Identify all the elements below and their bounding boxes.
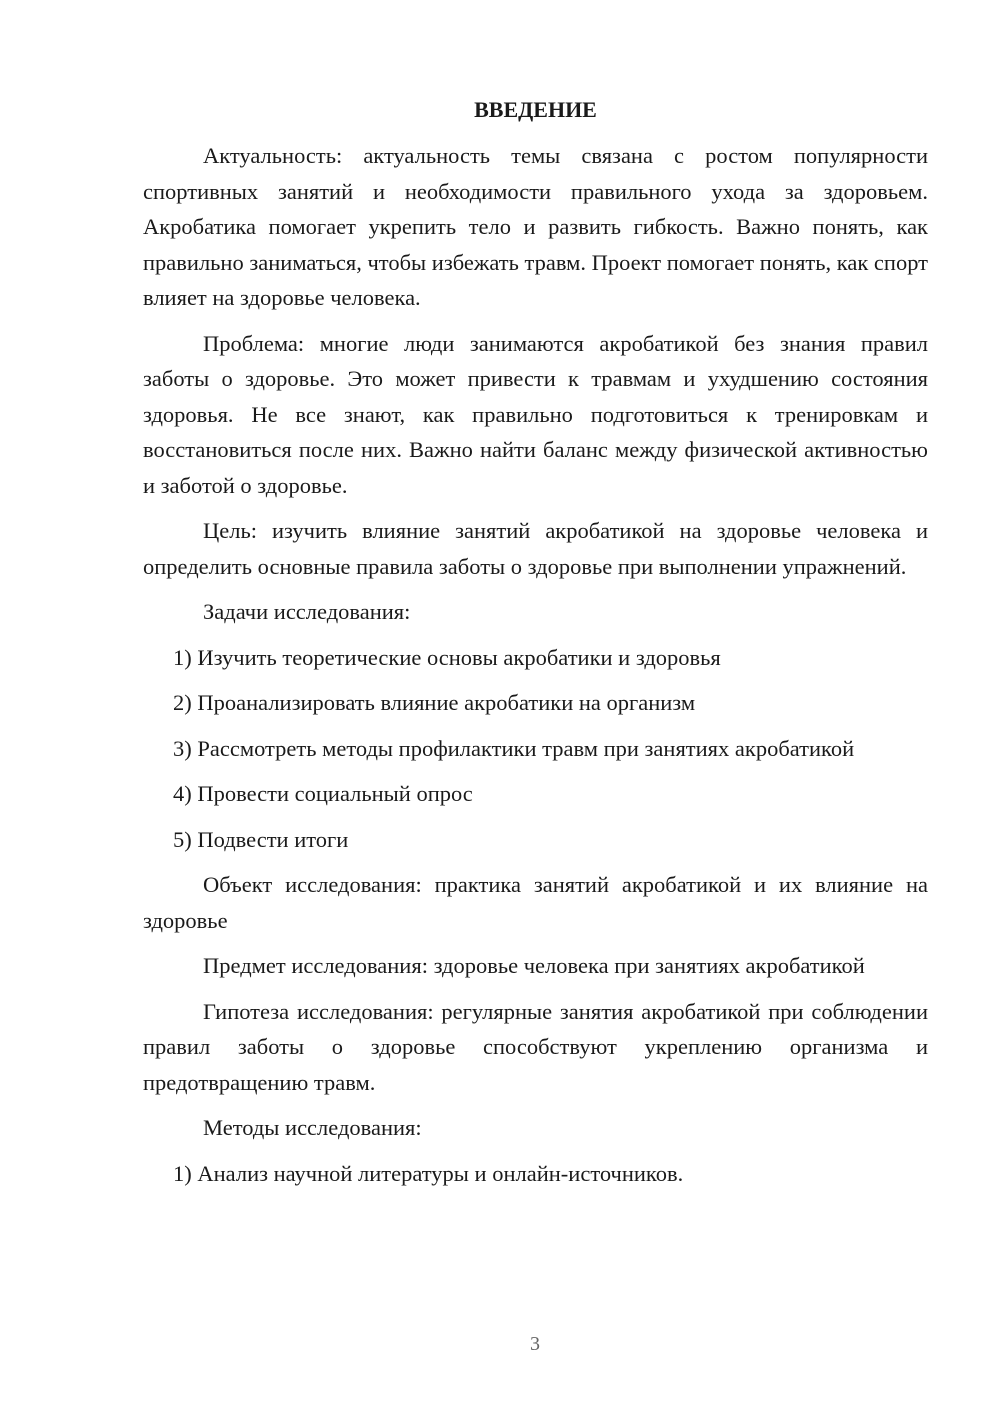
tasks-heading: Задачи исследования: [203,599,411,624]
paragraph-problem: Проблема: многие люди занимаются акробатикой без знания правил заботы о здоровье. Это может привести к травмам и ухудшению состояния здоровья. Не все знают, как правильно подготовиться к тренировкам и восстановиться после них. Важно найти баланс между физической активностью и заботой о здоровье. [143,330,928,498]
paragraph-goal: Цель: изучить влияние занятий акробатикой на здоровье человека и определить основные правила заботы о здоровье при выполнении упражнений. [143,518,928,579]
method-item-1: 1) Анализ научной литературы и онлайн-источников. [173,1160,684,1186]
paragraph-object: Объект исследования: практика занятий акробатикой и их влияние на здоровье [143,872,928,933]
page-number: 3 [530,1333,540,1355]
paragraph-subject: Предмет исследования: здоровье человека при занятиях акробатикой [203,953,865,978]
task-item-4: 4) Провести социальный опрос [173,781,473,806]
paragraph-hypothesis: Гипотеза исследования: регулярные занятия акробатикой при соблюдении правил заботы о здоровье способствуют укреплению организма и предотвращению травм. [143,998,928,1095]
task-item-1: 1) Изучить теоретические основы акробатики и здоровья [173,644,721,670]
task-item-3: 3) Рассмотреть методы профилактики травм при занятиях акробатикой [173,735,855,761]
methods-heading: Методы исследования: [203,1115,422,1140]
page-content [143,92,928,1201]
paragraph-relevance: Актуальность: актуальность темы связана с ростом популярности спортивных занятий и необходимости правильного ухода за здоровьем. Акробатика помогает укрепить тело и развить гибкость. Важно понять, как правильно заниматься, чтобы избежать травм. Проект помогает понять, как спорт влияет на здоровье человека. [143,143,928,310]
page-title: ВВЕДЕНИЕ [474,97,597,122]
task-item-5: 5) Подвести итоги [173,826,349,852]
task-item-2: 2) Проанализировать влияние акробатики на организм [173,690,696,715]
